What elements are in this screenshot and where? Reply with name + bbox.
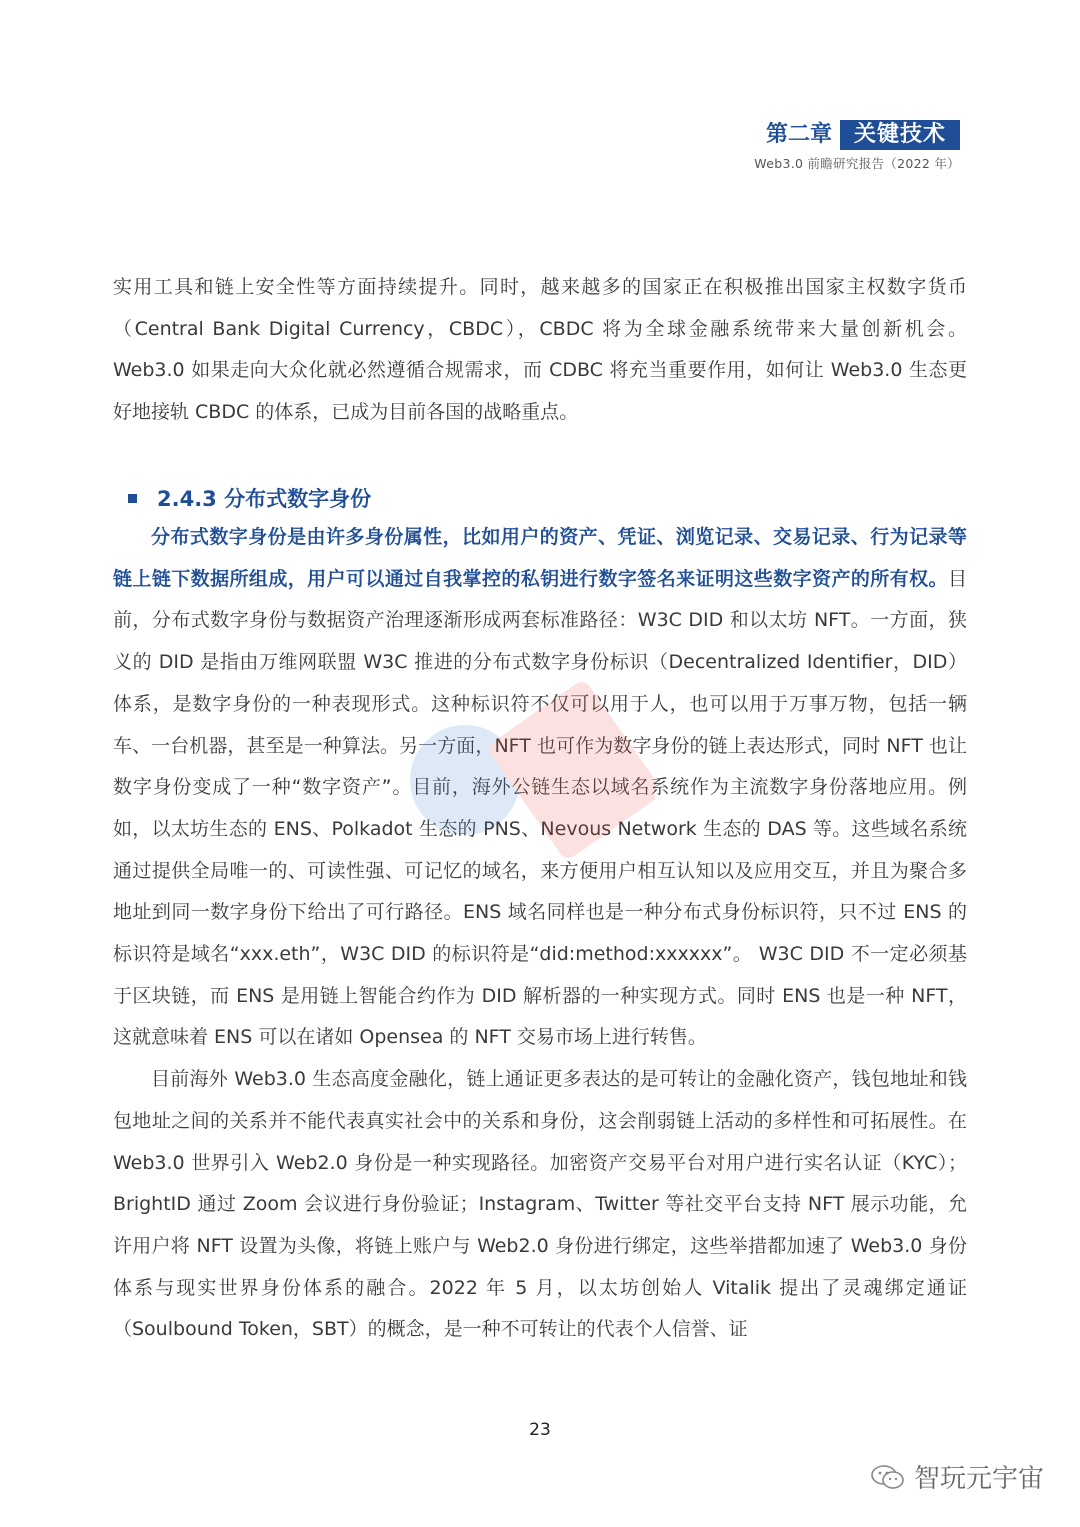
wechat-icon bbox=[870, 1464, 906, 1490]
page-number: 23 bbox=[529, 1420, 551, 1440]
chapter-banner bbox=[754, 120, 960, 150]
paragraph-1-text: 目前，分布式数字身份与数据资产治理逐渐形成两套标准路径：W3C DID 和以太坊 NFT。一方面，狭义的 DID 是指由万维网联盟 W3C 推进的分布式数字身份标识（Decentralized Identifier，DID）体系，是数字身份的一种表现形式。这种标识符不仅可以用于人，也可以用于万事万物，包括一辆车、一台机器，甚至是一种算法。另一方面，NFT 也可作为数字身份的链上表达形式，同时 NFT 也让数字身份变成了一种“数字资产”。目前，海外公链生态以域名系统作为主流数字身份落地应用。例如，以太坊生态的 ENS、Polkadot 生态的 PNS、Nevous Network 生态的 DAS 等。这些域名系统通过提供全局唯一的、可读性强、可记忆的域名，来方便用户相互认知以及应用交互，并且为聚合多地址到同一数字身份下给出了可行路径。ENS 域名同样也是一种分布式身份标识符，只不过 ENS 的标识符是域名“xxx.eth”，W3C DID 的标识符是“did:method:xxxxxx”。 W3C DID 不一定必须基于区块链，而 ENS 是用链上智能合约作为 DID 解析器的一种实现方式。同时 ENS 也是一种 NFT，这就意味着 ENS 可以在诸如 Opensea 的 NFT 交易市场上进行转售。 bbox=[113, 567, 967, 1049]
bullet-square-icon bbox=[128, 494, 137, 503]
intro-block bbox=[113, 267, 967, 434]
chapter-number: 第二章 bbox=[765, 122, 832, 147]
brand-name: 智玩元宇宙 bbox=[913, 1464, 1044, 1494]
section-heading bbox=[128, 478, 371, 518]
section-body bbox=[113, 517, 967, 1351]
section-title: 2.4.3 分布式数字身份 bbox=[157, 487, 372, 511]
brand-watermark bbox=[870, 1458, 1044, 1495]
intro-paragraph: 实用工具和链上安全性等方面持续提升。同时，越来越多的国家正在积极推出国家主权数字货币（Central Bank Digital Currency，CBDC），CBDC 将为全球金融系统带来大量创新机会。Web3.0 如果走向大众化就必然遵循合规需求，而 CDBC 将充当重要作用，如何让 Web3.0 生态更好地接轨 CBDC 的体系，已成为目前各国的战略重点。 bbox=[113, 276, 967, 424]
section-paragraph-1 bbox=[113, 517, 967, 1059]
chapter-title: 关键技术 bbox=[840, 120, 960, 150]
report-subtitle: Web3.0 前瞻研究报告（2022 年） bbox=[754, 156, 960, 171]
section-paragraph-2: 目前海外 Web3.0 生态高度金融化，链上通证更多表达的是可转让的金融化资产，钱包地址和钱包地址之间的关系并不能代表真实社会中的关系和身份，这会削弱链上活动的多样性和可拓展性。在 Web3.0 世界引入 Web2.0 身份是一种实现路径。加密资产交易平台对用户进行实名认证（KYC）；BrightID 通过 Zoom 会议进行身份验证；Instagram、Twitter 等社交平台支持 NFT 展示功能，允许用户将 NFT 设置为头像，将链上账户与 Web2.0 身份进行绑定，这些举措都加速了 Web3.0 身份体系与现实世界身份体系的融合。2022 年 5 月，以太坊创始人 Vitalik 提出了灵魂绑定通证（Soulbound Token，SBT）的概念，是一种不可转让的代表个人信誉、证 bbox=[113, 1068, 967, 1341]
page-header bbox=[754, 120, 960, 172]
highlight-definition: 分布式数字身份是由许多身份属性，比如用户的资产、凭证、浏览记录、交易记录、行为记录等链上链下数据所组成，用户可以通过自我掌控的私钥进行数字签名来证明这些数字资产的所有权。 bbox=[113, 526, 967, 590]
